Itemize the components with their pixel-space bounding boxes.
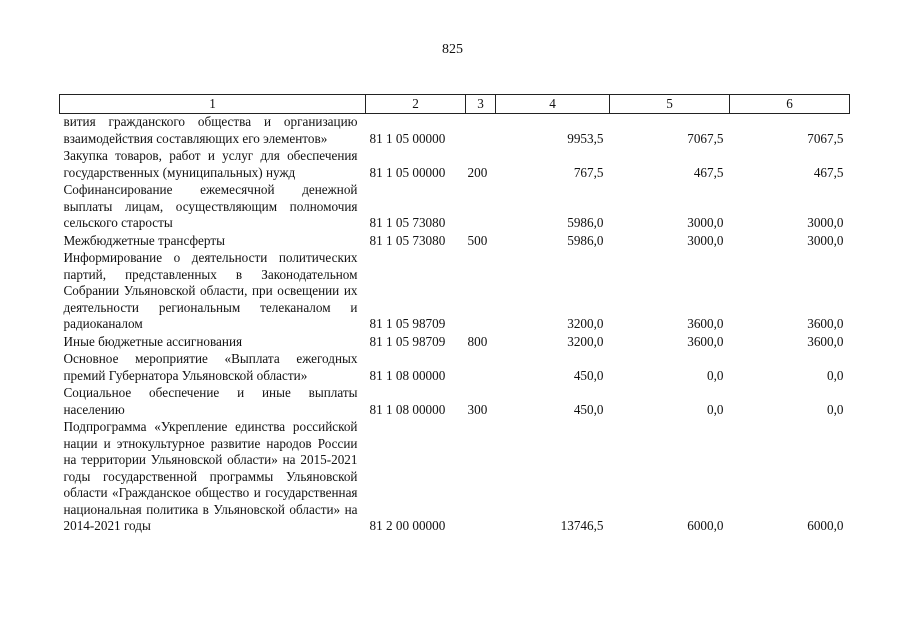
row-code: 81 1 05 98709 [369,333,446,349]
row-value-2019: 767,5 [573,164,604,180]
row-code: 81 1 05 00000 [369,130,446,146]
row-value-2019: 450,0 [573,367,604,383]
row-value-2019: 3200,0 [567,333,604,349]
table-row [60,351,850,385]
row-value-2020: 0,0 [707,367,724,383]
column-header: 3 [466,95,496,114]
page-number: 825 [442,42,463,57]
row-value-2020: 6000,0 [687,518,724,533]
row-expense-type [466,419,496,536]
row-code: 81 1 08 00000 [369,367,446,383]
row-name: Информирование о деятельности политических партий, представленных в Законодательном Собрании Ульяновской области, при освещении их деятельности региональным телеканалом и радиоканалом [63,250,358,331]
row-value-2020: 3000,0 [687,232,724,248]
row-value-2021: 0,0 [827,367,844,383]
table-row [60,419,850,536]
table-row [60,250,850,334]
row-expense-type: 200 [467,164,488,180]
row-expense-type: 500 [467,232,488,248]
row-code: 81 1 05 73080 [369,215,446,230]
row-code: 81 1 08 00000 [369,401,446,417]
row-name: Основное мероприятие «Выплата ежегодных премий Губернатора Ульяновской области» [63,351,358,383]
row-value-2020: 7067,5 [687,130,724,146]
row-expense-type [466,351,496,385]
row-code: 81 1 05 73080 [369,232,446,248]
row-name: Закупка товаров, работ и услуг для обеспечения государственных (муниципальных) нужд [63,148,358,180]
row-name: Софинансирование ежемесячной денежной выплаты лицам, осуществляющим полномочия сельского старосты [63,182,358,230]
table-row [60,233,850,251]
table-row [60,334,850,352]
row-code: 81 1 05 98709 [369,316,446,331]
column-header: 6 [730,95,850,114]
row-expense-type [466,250,496,334]
row-value-2019: 9953,5 [567,130,604,146]
row-value-2020: 467,5 [693,164,724,180]
table-row [60,148,850,182]
table-row [60,385,850,419]
table-row [60,114,850,149]
row-value-2019: 13746,5 [560,518,604,533]
row-value-2019: 5986,0 [567,215,604,230]
row-code: 81 1 05 00000 [369,164,446,180]
budget-table [59,94,850,536]
row-expense-type: 300 [467,401,488,417]
column-header: 2 [366,95,466,114]
row-value-2020: 3000,0 [687,215,724,230]
row-value-2020: 3600,0 [687,333,724,349]
column-header: 1 [60,95,366,114]
column-header: 4 [496,95,610,114]
row-name: Межбюджетные трансферты [63,232,225,248]
table-row [60,182,850,233]
row-value-2021: 3600,0 [807,316,844,331]
row-value-2021: 3000,0 [807,215,844,230]
row-name: Подпрограмма «Укрепление единства российской нации и этнокультурное развитие народов России на территории Ульяновской области» на 2015-2021 годы государственной программы Ульяновской области «Гражданское общество и государственная национальная политика в Ульяновской области» на 2014-2021 годы [63,419,358,533]
row-expense-type [466,114,496,149]
row-name: вития гражданского общества и организацию взаимодействия составляющих его элементов» [63,114,358,146]
row-expense-type [466,182,496,233]
row-value-2021: 0,0 [827,401,844,417]
row-value-2020: 3600,0 [687,316,724,331]
row-value-2021: 467,5 [813,164,844,180]
row-name: Иные бюджетные ассигнования [63,333,243,349]
row-value-2021: 6000,0 [807,518,844,533]
row-value-2019: 3200,0 [567,316,604,331]
row-value-2021: 3000,0 [807,232,844,248]
table-header-row [60,95,850,114]
row-value-2021: 3600,0 [807,333,844,349]
row-value-2019: 5986,0 [567,232,604,248]
row-expense-type: 800 [467,333,488,349]
column-header: 5 [610,95,730,114]
row-name: Социальное обеспечение и иные выплаты населению [63,385,358,417]
row-value-2021: 7067,5 [807,130,844,146]
row-value-2020: 0,0 [707,401,724,417]
row-value-2019: 450,0 [573,401,604,417]
row-code: 81 2 00 00000 [369,518,446,533]
